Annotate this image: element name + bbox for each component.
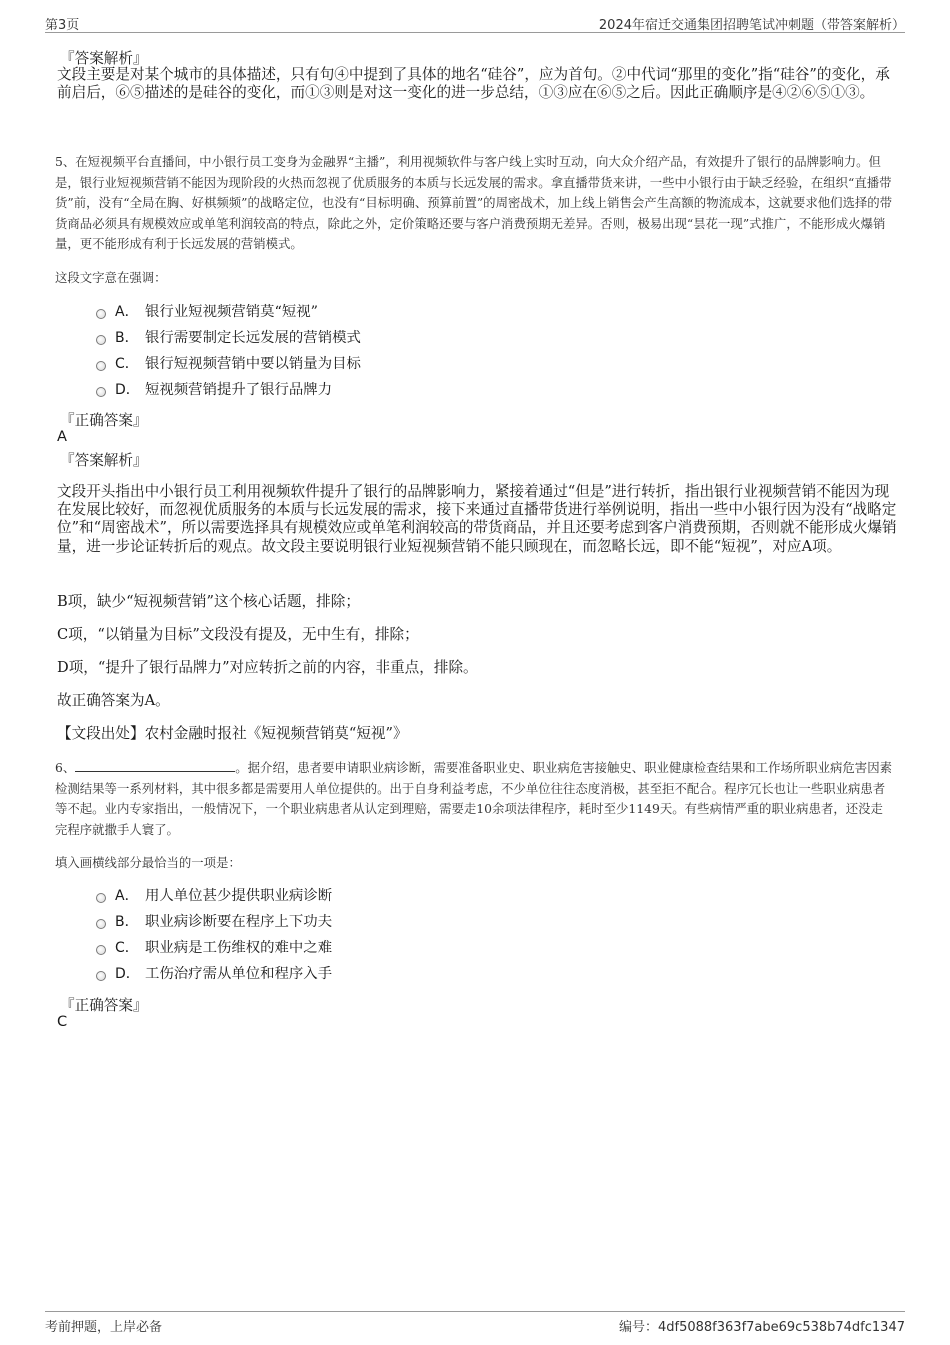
- radio-icon[interactable]: [96, 387, 106, 397]
- q5-analysis-main: 文段开头指出中小银行员工利用视频软件提升了银行的品牌影响力，紧接着通过“但是”进行转折，指出银行业视频营销不能因为现在发展比较好，而忽视优质服务的本质与长远发展的需求，接下来通过直播带货进行举例说明，指出一些中小银行因为没有“战略定位”和“周密战术”，所以需要选择具有规模效应或单笔利润较高的带货商品，并且还要考虑到客户消费预期，否则就不能形成火爆销量，进一步论证转折后的观点。故文段主要说明银行业短视频营销不能只顾现在，而忽略长远，即不能“短视”，对应A项。: [57, 483, 897, 555]
- document-title: 2024年宿迁交通集团招聘笔试冲刺题（带答案解析）: [598, 18, 905, 33]
- q5-option-b[interactable]: B． 银行需要制定长远发展的营销模式: [96, 328, 361, 348]
- page-footer: [45, 1311, 905, 1335]
- question-5-prompt: 这段文字意在强调：: [55, 270, 167, 285]
- radio-icon[interactable]: [96, 335, 106, 345]
- radio-icon[interactable]: [96, 893, 106, 903]
- radio-icon[interactable]: [96, 309, 106, 319]
- q6-option-d[interactable]: D． 工伤治疗需从单位和程序入手: [96, 964, 332, 984]
- q5-analysis-label: 『答案解析』: [60, 452, 148, 469]
- q5-analysis-b: B项，缺少“短视频营销”这个核心话题，排除；: [57, 593, 360, 610]
- q5-analysis-conclusion: 故正确答案为A。: [57, 692, 170, 709]
- radio-icon[interactable]: [96, 361, 106, 371]
- question-6-prompt: 填入画横线部分最恰当的一项是：: [55, 855, 241, 870]
- q5-option-a[interactable]: A． 银行业短视频营销莫“短视”: [96, 302, 318, 322]
- q5-analysis-c: C项，“以销量为目标”文段没有提及，无中生有，排除；: [57, 626, 419, 643]
- q6-option-b[interactable]: B． 职业病诊断要在程序上下功夫: [96, 912, 332, 932]
- q6-option-c[interactable]: C． 职业病是工伤维权的难中之难: [96, 938, 332, 958]
- q5-analysis-d: D项，“提升了银行品牌力”对应转折之前的内容，非重点，排除。: [57, 659, 478, 676]
- q5-option-d[interactable]: D． 短视频营销提升了银行品牌力: [96, 380, 332, 400]
- q6-answer-label: 『正确答案』: [60, 997, 148, 1014]
- prev-analysis-text: 文段主要是对某个城市的具体描述，只有句④中提到了具体的地名“硅谷”，应为首句。②中代词“那里的变化”指“硅谷”的变化，承前启后，⑥⑤描述的是硅谷的变化，而①③则是对这一变化的进一步总结，①③应在⑥⑤之后。因此正确顺序是④②⑥⑤①③。: [57, 66, 890, 101]
- q5-answer: A: [57, 428, 67, 445]
- q5-option-c[interactable]: C． 银行短视频营销中要以销量为目标: [96, 354, 361, 374]
- q6-answer: C: [57, 1013, 68, 1030]
- document-id: 编号：4df5088f363f7abe69c538b74dfc1347: [619, 1320, 905, 1335]
- page-header: [45, 12, 905, 33]
- question-6-text: [55, 758, 895, 840]
- question-6-body: 。据介绍，患者要申请职业病诊断，需要准备职业史、职业病危害接触史、职业健康检查结果和工作场所职业病危害因素检测结果等一系列材料，其中很多都是需要用人单位提供的。出于自身利益考虑，不少单位往往态度消极，甚至拒不配合。程序冗长也让一些职业病患者等不起。业内专家指出，一般情况下，一个职业病患者从认定到理赔，需要走10余项法律程序，耗时至少1149天。有些病情严重的职业病患者，还没走完程序就撒手人寰了。: [55, 760, 892, 837]
- prev-analysis-label: 『答案解析』: [60, 50, 148, 67]
- radio-icon[interactable]: [96, 919, 106, 929]
- q5-source: 【文段出处】农村金融时报社《短视频营销莫“短视”》: [57, 725, 408, 742]
- radio-icon[interactable]: [96, 945, 106, 955]
- footer-slogan: 考前押题，上岸必备: [45, 1320, 163, 1335]
- q5-answer-label: 『正确答案』: [60, 412, 148, 429]
- question-5-text: 5、在短视频平台直播间，中小银行员工变身为金融界“主播”，利用视频软件与客户线上实时互动，向大众介绍产品，有效提升了银行的品牌影响力。但是，银行业短视频营销不能因为现阶段的火热而忽视了优质服务的本质与长远发展的需求。拿直播带货来讲，一些中小银行由于缺乏经验，在组织“直播带货”前，没有“全局在胸、好棋频频”的战略定位，也没有“目标明确、预算前置”的周密战术，加上线上销售会产生高额的物流成本，这就要求他们选择的带货商品必须具有规模效应或单笔利润较高的特点，除此之外，定价策略还要与客户消费预期无差异。否则，极易出现“昙花一现”式推广，不能形成火爆销量，更不能形成有利于长远发展的营销模式。: [55, 154, 893, 251]
- radio-icon[interactable]: [96, 971, 106, 981]
- question-6-number: 6、: [55, 760, 76, 775]
- fill-blank: [75, 758, 235, 772]
- q6-option-a[interactable]: A． 用人单位甚少提供职业病诊断: [96, 886, 332, 906]
- page-number: 第3页: [45, 18, 80, 33]
